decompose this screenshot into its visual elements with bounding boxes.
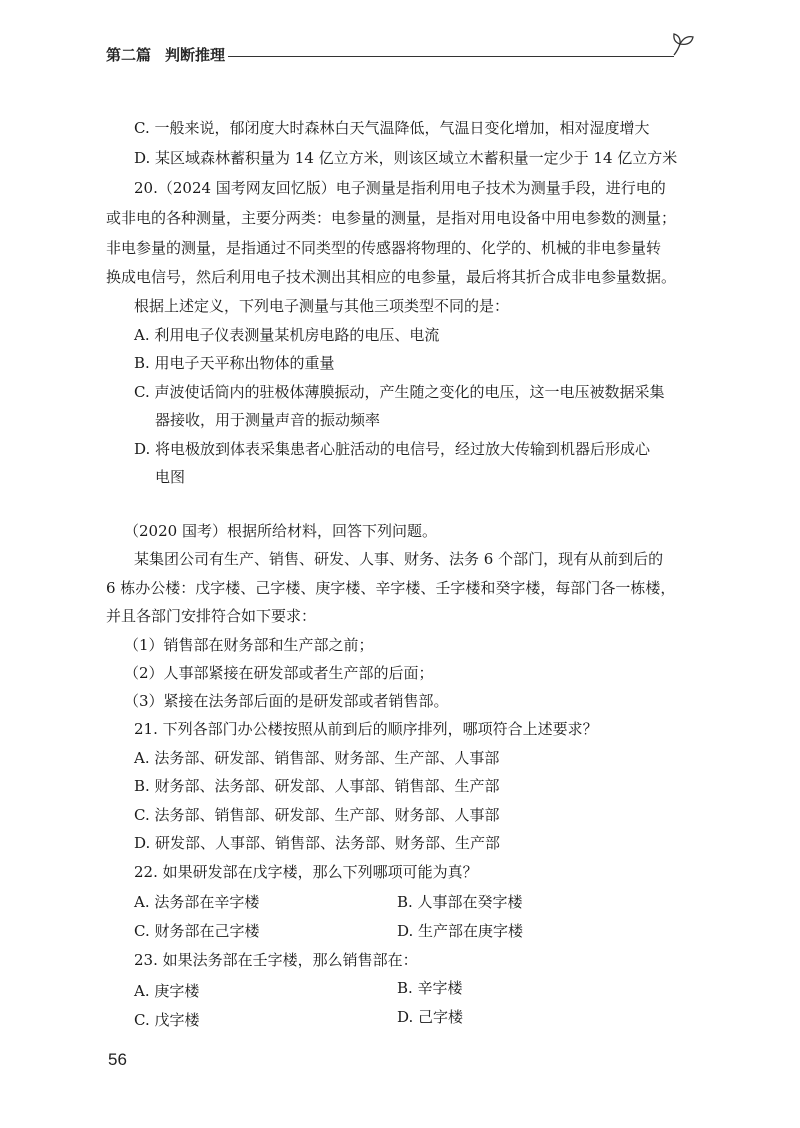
q23-option-a: A. 庚字楼 [134,982,200,1000]
q20-option-c: C. 声波使话筒内的驻极体薄膜振动，产生随之变化的电压，这一电压被数据采集 [134,383,665,401]
q20-option-a: A. 利用电子仪表测量某机房电路的电压、电流 [134,326,440,344]
q20-paragraph: 20.（2024 国考网友回忆版）电子测量是指利用电子技术为测量手段，进行电的 [134,179,666,197]
q22-option-d: D. 生产部在庚字楼 [397,922,524,940]
q21-stem: 21. 下列各部门办公楼按照从前到后的顺序排列，哪项符合上述要求？ [134,720,598,738]
q23-option-c: C. 戊字楼 [134,1011,200,1029]
material-paragraph: 并且各部门安排符合如下要求： [106,607,317,625]
rule-item: （3）紧接在法务部后面的是研发部或者销售部。 [124,692,449,710]
q20-stem: 根据上述定义，下列电子测量与其他三项类型不同的是： [134,297,510,315]
q22-stem: 22. 如果研发部在戊字楼，那么下列哪项可能为真？ [134,863,478,881]
q23-stem: 23. 如果法务部在壬字楼，那么销售部在： [134,951,418,969]
q22-option-c: C. 财务部在己字楼 [134,922,260,940]
sprout-icon [670,30,696,56]
header-part: 第二篇 [106,46,152,64]
q20-paragraph: 换成电信号，然后利用电子技术测出其相应的电参量，最后将其折合成非电参量数据。 [106,268,677,286]
q23-option-d: D. 己字楼 [397,1008,464,1026]
rule-item: （1）销售部在财务部和生产部之前； [124,636,374,654]
q19-option-c: C. 一般来说，郁闭度大时森林白天气温降低，气温日变化增加，相对湿度增大 [134,119,650,137]
q22-option-a: A. 法务部在辛字楼 [134,893,260,911]
running-header [106,40,696,70]
header-title [106,44,225,65]
header-rule [228,56,674,57]
q21-option-d: D. 研发部、人事部、销售部、法务部、财务部、生产部 [134,834,501,852]
q23-option-b: B. 辛字楼 [397,979,463,997]
q20-option-b: B. 用电子天平称出物体的重量 [134,354,335,372]
q20-paragraph: 非电参量的测量，是指通过不同类型的传感器将物理的、化学的、机械的非电参量转 [106,239,662,257]
q22-option-b: B. 人事部在癸字楼 [397,893,523,911]
q20-option-d: D. 将电极放到体表采集患者心脏活动的电信号，经过放大传输到机器后形成心 [134,440,651,458]
header-section: 判断推理 [165,46,226,64]
q21-option-a: A. 法务部、研发部、销售部、财务部、生产部、人事部 [134,749,500,767]
question-set-intro: （2020 国考）根据所给材料，回答下列问题。 [124,522,437,540]
q20-option-c-continued: 器接收，用于测量声音的振动频率 [155,411,381,429]
q20-option-d-continued: 电图 [155,468,186,486]
page-number: 56 [108,1050,127,1069]
q21-option-b: B. 财务部、法务部、研发部、人事部、销售部、生产部 [134,777,500,795]
q21-option-c: C. 法务部、销售部、研发部、生产部、财务部、人事部 [134,806,500,824]
q20-paragraph: 或非电的各种测量，主要分两类：电参量的测量，是指对用电设备中用电参数的测量； [106,209,677,227]
material-paragraph: 某集团公司有生产、销售、研发、人事、财务、法务 6 个部门，现有从前到后的 [134,550,664,568]
material-paragraph: 6 栋办公楼：戊字楼、己字楼、庚字楼、辛字楼、壬字楼和癸字楼，每部门各一栋楼， [106,579,676,597]
rule-item: （2）人事部紧接在研发部或者生产部的后面； [124,664,434,682]
q19-option-d: D. 某区域森林蓄积量为 14 亿立方米，则该区域立木蓄积量一定少于 14 亿立方米 [134,149,678,167]
